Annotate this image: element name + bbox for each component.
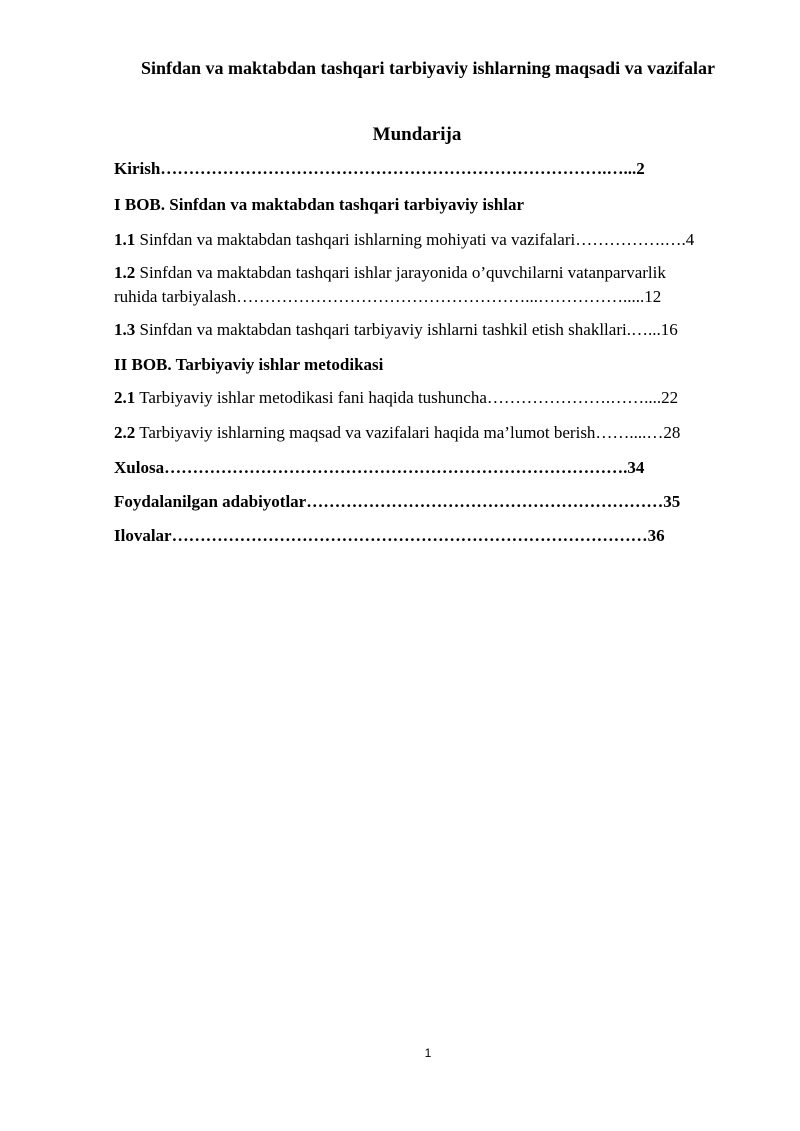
toc-entry-number: 1.1 bbox=[114, 230, 136, 249]
toc-entry-kirish[interactable] bbox=[114, 157, 742, 181]
toc-entry-number: 1.2 bbox=[114, 263, 136, 282]
toc-entry-text-continued: ruhida tarbiyalash……………………………………………...…………….....12 bbox=[114, 287, 662, 306]
toc-chapter-1-title: I BOB. Sinfdan va maktabdan tashqari tarbiyaviy ishlar bbox=[114, 195, 524, 214]
toc-entry-ilovalar[interactable] bbox=[114, 524, 742, 548]
toc-entry-number: 2.2 bbox=[114, 423, 136, 442]
toc-entry-1-3[interactable] bbox=[114, 318, 742, 342]
page-number: 1 bbox=[424, 1046, 432, 1060]
toc-chapter-2-title: II BOB. Tarbiyaviy ishlar metodikasi bbox=[114, 355, 384, 374]
toc-entry-2-2[interactable] bbox=[114, 421, 742, 445]
document-title: Sinfdan va maktabdan tashqari tarbiyaviy ishlarning maqsadi va vazifalar bbox=[140, 58, 716, 78]
toc-chapter-2-heading[interactable] bbox=[114, 353, 742, 377]
toc-entry-number: 2.1 bbox=[114, 388, 136, 407]
toc-entry-foydalanilgan-adabiyotlar[interactable] bbox=[114, 490, 742, 514]
toc-heading: Mundarija bbox=[372, 124, 462, 145]
toc-chapter-1-heading[interactable] bbox=[114, 193, 742, 217]
toc-entry-ilovalar-text: Ilovalar…………………………………………………………………………36 bbox=[114, 526, 665, 545]
toc-entry-1-1[interactable] bbox=[114, 228, 742, 252]
toc-entry-foydalanilgan-text: Foydalanilgan adabiyotlar………………………………………………………35 bbox=[114, 492, 681, 511]
toc-entry-2-1[interactable] bbox=[114, 386, 742, 410]
toc-entry-text: Tarbiyaviy ishlarning maqsad va vazifalari haqida ma’lumot berish……....…28 bbox=[135, 423, 681, 442]
toc-entry-kirish-text: Kirish…………………………………………………………………….…...2 bbox=[114, 159, 645, 178]
toc-entry-xulosa-text: Xulosa……………………………………………………………………….34 bbox=[114, 458, 645, 477]
toc-entry-text: Sinfdan va maktabdan tashqari ishlarning mohiyati va vazifalari…………….….4 bbox=[135, 230, 695, 249]
toc-entry-text: Sinfdan va maktabdan tashqari tarbiyaviy ishlarni tashkil etish shakllari.…...16 bbox=[135, 320, 678, 339]
toc-entry-text: Sinfdan va maktabdan tashqari ishlar jarayonida o’quvchilarni vatanparvarlik bbox=[135, 263, 666, 282]
toc-entry-number: 1.3 bbox=[114, 320, 136, 339]
toc-entry-text: Tarbiyaviy ishlar metodikasi fani haqida tushuncha………………….……....22 bbox=[135, 388, 679, 407]
toc-entry-xulosa[interactable] bbox=[114, 456, 742, 480]
toc-entry-1-2[interactable] bbox=[114, 261, 742, 309]
